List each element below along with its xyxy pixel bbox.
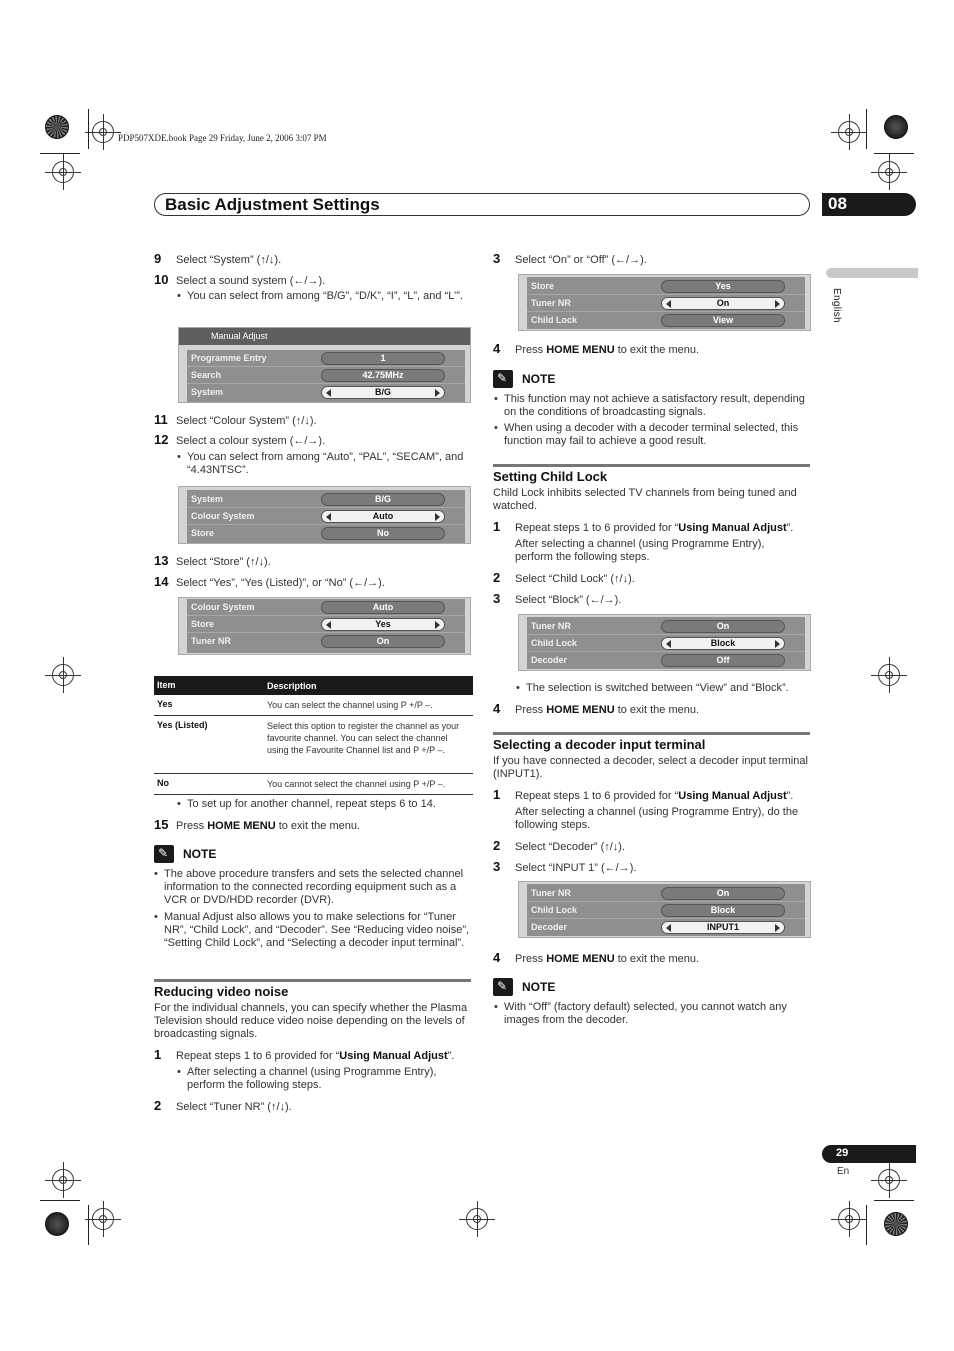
pencil-icon: [493, 370, 513, 388]
step-15: 15 Press HOME MENU to exit the menu.: [154, 817, 361, 832]
step-2: 2 Select “Child Lock” (↑/↓).: [493, 570, 635, 585]
step-4: 4 Press HOME MENU to exit the menu.: [493, 950, 700, 965]
registration-mark: [52, 664, 74, 686]
language-code: En: [837, 1166, 850, 1177]
step-3: 3 Select “On” or “Off” (←/→).: [493, 251, 647, 266]
section-header: [154, 193, 810, 216]
registration-mark: [838, 121, 860, 143]
page-title: Basic Adjustment Settings: [165, 195, 380, 214]
osd-decoder: Tuner NR On Child Lock Block Decoder INPUT1: [518, 881, 811, 938]
step-2: 2 Select “Decoder” (↑/↓).: [493, 838, 626, 853]
step-2: 2 Select “Tuner NR” (↑/↓).: [154, 1098, 292, 1113]
registration-mark: [878, 1169, 900, 1191]
osd-manual-adjust: Manual Adjust Programme Entry 1 Search 42.75MHz System B/G: [178, 327, 471, 403]
section-title: Reducing video noise: [154, 984, 289, 999]
paragraph: Child Lock inhibits selected TV channels from being tuned and watched.: [493, 487, 797, 512]
bullet: • You can select from among “B/G”, “D/K”, “I”, “L”, and “L’”.: [177, 290, 463, 302]
note-title: NOTE: [522, 980, 556, 994]
bullet: • Manual Adjust also allows you to make selections for “Tuner NR”, “Child Lock”, and “Decoder”. See “Reducing video noise”, “Setting Child Lock”, and “Selecting a decoder input terminal”.: [154, 911, 470, 949]
step-3: 3 Select “INPUT 1” (←/→).: [493, 859, 637, 874]
step-note: After selecting a channel (using Programme Entry), do the following steps.: [515, 806, 799, 831]
osd-child-lock: Tuner NR On Child Lock Block Decoder Off: [518, 614, 811, 671]
section-title: Setting Child Lock: [493, 469, 608, 484]
registration-mark: [466, 1208, 488, 1230]
chapter-number: 08: [828, 194, 847, 213]
bullet: • When using a decoder with a decoder terminal selected, this function may fail to achieve a good result.: [494, 422, 799, 447]
bullet: • This function may not achieve a satisfactory result, depending on the conditions of broadcasting signals.: [494, 393, 805, 418]
page-number-badge: [822, 1145, 916, 1163]
bullet: • The above procedure transfers and sets the selected channel information to the connected recording equipment such as a VCR or DVD/HDD recorder (DVR).: [154, 868, 464, 906]
registration-rosette: [45, 115, 69, 139]
osd-header: Manual Adjust: [179, 328, 470, 345]
registration-rosette: [45, 1212, 69, 1236]
osd-store: Colour System Auto Store Yes Tuner NR On: [178, 597, 471, 655]
step-9: 9 Select “System” (↑/↓).: [154, 251, 282, 266]
registration-mark: [838, 1208, 860, 1230]
table-header: Item Description: [154, 676, 473, 695]
paragraph: For the individual channels, you can specify whether the Plasma Television should reduce video noise depending on the levels of broadcasting signals.: [154, 1002, 468, 1040]
registration-mark: [52, 161, 74, 183]
step-11: 11 Select “Colour System” (↑/↓).: [154, 412, 317, 427]
bullet: • With “Off” (factory default) selected, you cannot watch any images from the decoder.: [494, 1001, 787, 1026]
step-1: 1 Repeat steps 1 to 6 provided for “Using Manual Adjust”.: [493, 519, 794, 534]
table-row: Yes You can select the channel using P +/P –.: [154, 695, 473, 716]
pencil-icon: [493, 978, 513, 996]
step-4: 4 Press HOME MENU to exit the menu.: [493, 701, 700, 716]
step-1: 1 Repeat steps 1 to 6 provided for “Using Manual Adjust”.: [154, 1047, 455, 1062]
step-13: 13 Select “Store” (↑/↓).: [154, 553, 271, 568]
step-note: After selecting a channel (using Programme Entry), perform the following steps.: [515, 538, 765, 563]
registration-mark: [92, 1208, 114, 1230]
step-10: 10 Select a sound system (←/→).: [154, 272, 326, 287]
registration-mark: [92, 121, 114, 143]
chapter-badge: [822, 193, 916, 216]
note-title: NOTE: [183, 847, 217, 861]
step-4: 4 Press HOME MENU to exit the menu.: [493, 341, 700, 356]
osd-colour-system: System B/G Colour System Auto Store No: [178, 486, 471, 544]
registration-mark: [52, 1169, 74, 1191]
language-tab: [826, 268, 918, 278]
note-title: NOTE: [522, 372, 556, 386]
step-1: 1 Repeat steps 1 to 6 provided for “Using Manual Adjust”.: [493, 787, 794, 802]
step-3: 3 Select “Block” (←/→).: [493, 591, 622, 606]
language-label: English: [831, 288, 842, 323]
bullet: • The selection is switched between “View” and “Block”.: [516, 682, 789, 694]
registration-mark: [878, 161, 900, 183]
table-row: Yes (Listed) Select this option to register the channel as your favourite channel. You can select the channel using the Favourite Channel list and P +/P –.: [154, 716, 473, 774]
registration-mark: [878, 664, 900, 686]
section-title: Selecting a decoder input terminal: [493, 737, 706, 752]
table-row: No You cannot select the channel using P +/P –.: [154, 774, 473, 795]
page-number: 29: [836, 1147, 849, 1159]
step-12: 12 Select a colour system (←/→).: [154, 432, 326, 447]
bullet: • You can select from among “Auto”, “PAL”, “SECAM”, and “4.43NTSC”.: [177, 451, 464, 476]
registration-rosette: [884, 115, 908, 139]
osd-tuner-nr: Store Yes Tuner NR On Child Lock View: [518, 274, 811, 331]
bullet: • To set up for another channel, repeat steps 6 to 14.: [177, 798, 436, 810]
step-14: 14 Select “Yes”, “Yes (Listed)”, or “No” (←/→).: [154, 574, 385, 589]
pencil-icon: [154, 845, 174, 863]
paragraph: If you have connected a decoder, select a decoder input terminal (INPUT1).: [493, 755, 808, 780]
book-info: PDP507XDE.book Page 29 Friday, June 2, 2006 3:07 PM: [118, 133, 327, 143]
bullet: • After selecting a channel (using Programme Entry), perform the following steps.: [177, 1066, 437, 1091]
registration-rosette: [884, 1212, 908, 1236]
